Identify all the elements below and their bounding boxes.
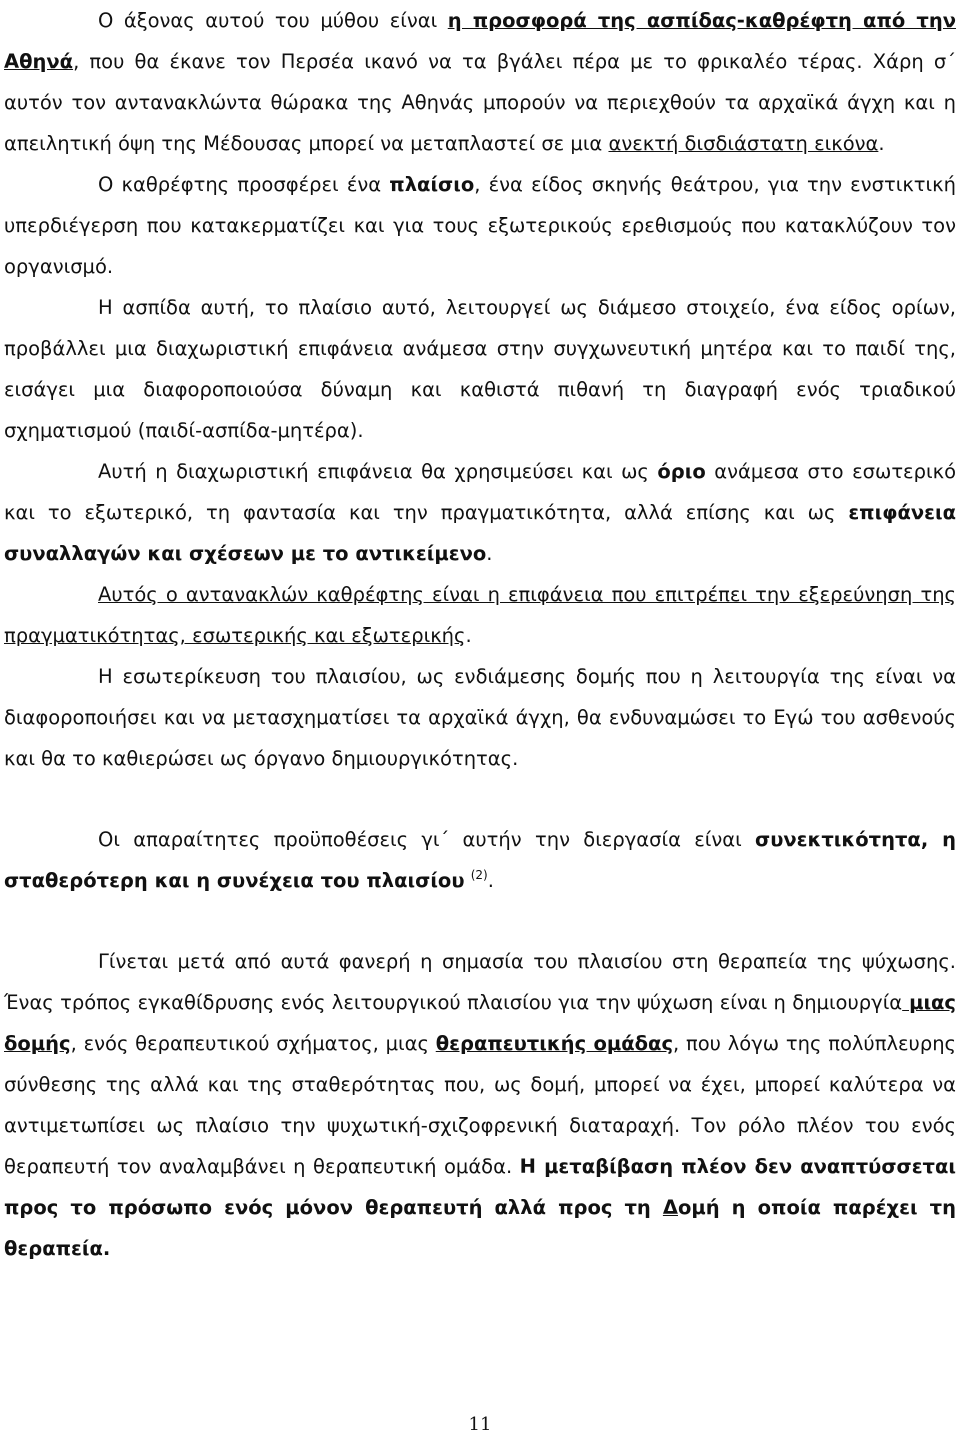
underlined-bold-letter: Δ: [662, 1196, 678, 1219]
paragraph-perseus-myth: Ο άξονας αυτού του μύθου είναι η προσφορά της ασπίδας-καθρέφτη από την Αθηνά, που θα έκανε τον Περσέα ικανό να τα βγάλει πέρα με το φρικαλέο τέρας. Χάρη σ΄ αυτόν τον αντανακλώντα θώρακα της Αθηνάς μπορούν να περιεχθούν τα αρχαϊκά άγχη και η απειλητική όψη της Μέδουσας μπορεί να μεταπλαστεί σε μια ανεκτή δισδιάστατη εικόνα.: [4, 9, 957, 155]
underlined-phrase: ανεκτή δισδιάστατη εικόνα: [608, 132, 879, 155]
underlined-sentence: Αυτός ο αντανακλών καθρέφτης είναι η επιφάνεια που επιτρέπει την εξερεύνηση της πραγματικότητας, εσωτερικής και εξωτερικής: [4, 583, 956, 647]
paragraph-reflecting-mirror: Αυτός ο αντανακλών καθρέφτης είναι η επιφάνεια που επιτρέπει την εξερεύνηση της πραγματικότητας, εσωτερικής και εξωτερικής.: [4, 583, 956, 647]
underlined-bold-therapeutic-team: θεραπευτικής ομάδας: [435, 1032, 674, 1055]
paragraph-internalization: Η εσωτερίκευση του πλαισίου, ως ενδιάμεσης δομής που η λειτουργία της είναι να διαφοροποιήσει και να μετασχηματίσει τα αρχαϊκά άγχη, θα ενδυναμώσει το Εγώ του ασθενούς και θα το καθιερώσει ως όργανο δημιουργικότητας.: [4, 665, 956, 770]
bold-term-frame: πλαίσιο: [389, 173, 475, 196]
blank-line: [4, 901, 956, 941]
paragraph-psychosis-therapy: Γίνεται μετά από αυτά φανερή η σημασία του πλαισίου στη θεραπεία της ψύχωσης. Ένας τρόπος εγκαθίδρυσης ενός λειτουργικού πλαισίου για την ψύχωση είναι η δημιουργία μιας δομής, ενός θεραπευτικού σχήματος, μιας θεραπευτικής ομάδας, που λόγω της πολύπλευρης σύνθεσης της αλλά και της σταθερότητας που, ως δομή, μπορεί να έχει, μπορεί καλύτερα να αντιμετωπίσει ως πλαίσιο την ψυχωτική-σχιζοφρενική διαταραχή. Τον ρόλο πλέον του ενός θεραπευτή τον αναλαμβάνει η θεραπευτική ομάδα. Η μεταβίβαση πλέον δεν αναπτύσσεται προς το πρόσωπο ενός μόνον θεραπευτή αλλά προς τη Δομή η οποία παρέχει τη θεραπεία.: [4, 950, 956, 1260]
paragraph-shield-boundary: Η ασπίδα αυτή, το πλαίσιο αυτό, λειτουργεί ως διάμεσο στοιχείο, ένα είδος ορίων, προβάλλει μια διαχωριστική επιφάνεια ανάμεσα στην συγχωνευτική μητέρα και το παιδί της, εισάγει μια διαφοροποιούσα δύναμη και καθιστά πιθανή τη διαγραφή ενός τριαδικού σχηματισμού (παιδί-ασπίδα-μητέρα).: [4, 296, 956, 442]
bold-term-limit: όριο: [657, 460, 706, 483]
paragraph-mirror-frame: Ο καθρέφτης προσφέρει ένα πλαίσιο, ένα είδος σκηνής θεάτρου, για την ενστικτική υπερδιέγερση που κατακερματίζει και για τους εξωτερικούς ερεθισμούς που κατακλύζουν τον οργανισμό.: [4, 173, 956, 278]
page-number: 11: [468, 1414, 492, 1435]
bold-phrase-coherence: συνεκτικότητα, η σταθερότερη και η συνέχεια του πλαισίου: [4, 828, 957, 892]
blank-line: [4, 779, 956, 819]
bold-phrase-transaction-surface: επιφάνεια συναλλαγών και σχέσεων με το αντικείμενο: [4, 501, 956, 565]
underlined-bold-structure: μιας δομής: [4, 991, 956, 1055]
bold-transference-sentence: Η μεταβίβαση πλέον δεν αναπτύσσεται προς το πρόσωπο ενός μόνον θεραπευτή αλλά προς τη: [4, 1155, 956, 1219]
document-body: [4, 0, 956, 1269]
footnote-reference: (2): [470, 868, 488, 882]
bold-transference-sentence-end: ομή η οποία παρέχει τη θεραπεία.: [4, 1196, 956, 1260]
paragraph-prerequisites: Οι απαραίτητες προϋποθέσεις γι΄ αυτήν την διεργασία είναι συνεκτικότητα, η σταθερότερη και η συνέχεια του πλαισίου $^{(2)}$.: [4, 828, 957, 892]
paragraph-separating-surface: Αυτή η διαχωριστική επιφάνεια θα χρησιμεύσει και ως όριο ανάμεσα στο εσωτερικό και το εξωτερικό, τη φαντασία και την πραγματικότητα, αλλά επίσης και ως επιφάνεια συναλλαγών και σχέσεων με το αντικείμενο.: [4, 460, 956, 565]
underlined-bold-phrase: η προσφορά της ασπίδας-καθρέφτη από την Αθηνά: [4, 9, 957, 73]
